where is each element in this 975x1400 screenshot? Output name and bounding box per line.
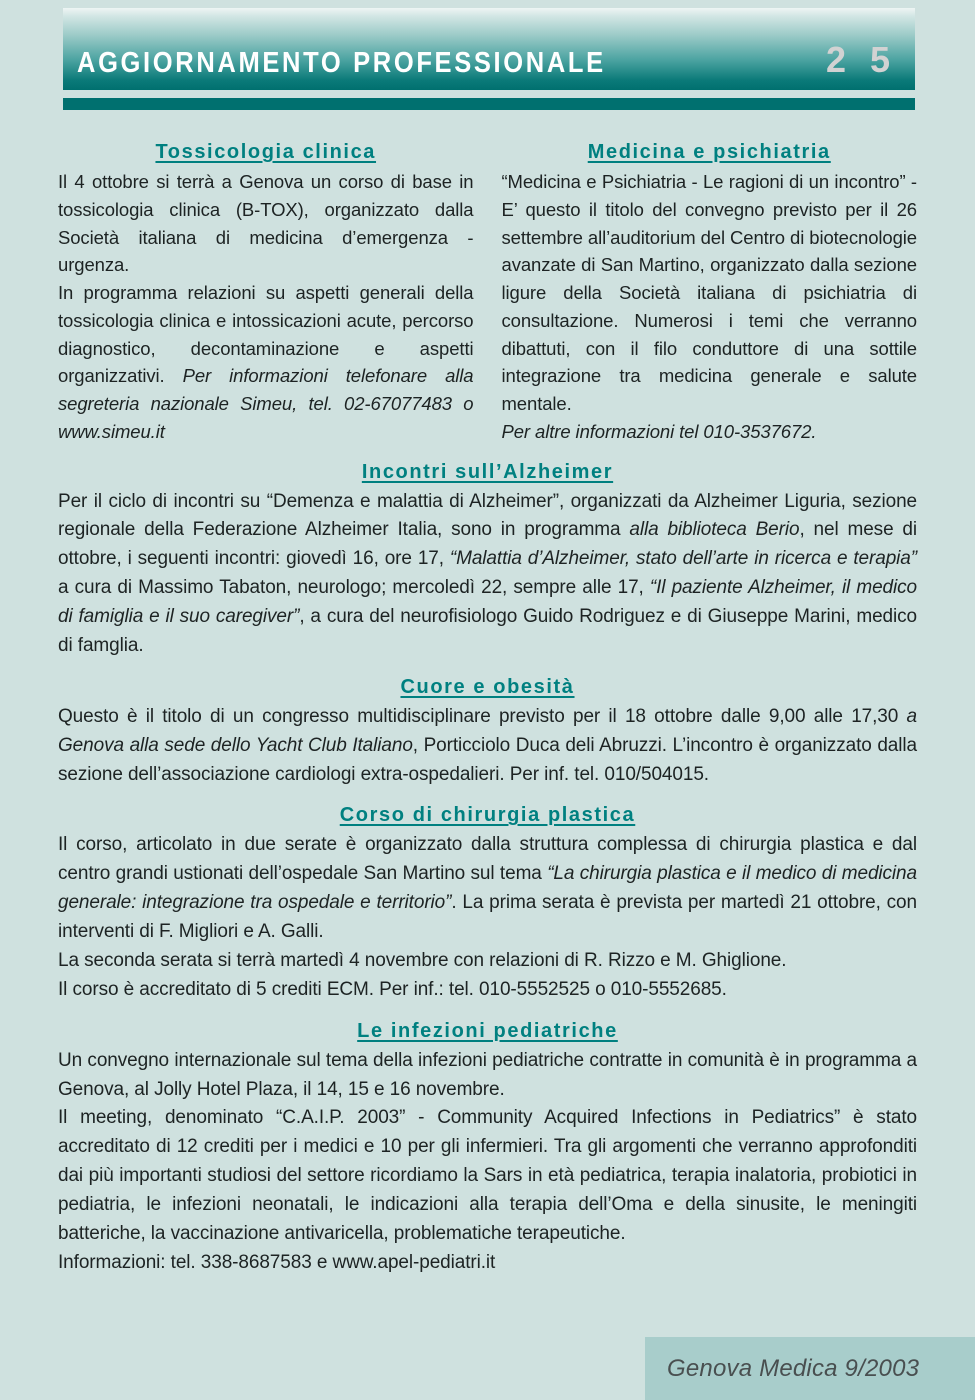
section-title-cuore: Cuore e obesità (400, 675, 575, 698)
text-run: Il corso, articolato in due serate è organizzato dalla struttura complessa di chirurgia plastica e dal centro grandi ustionati dell’ospedale San Martino sul tema (58, 834, 917, 885)
section-cuore-e-obesita (0, 675, 975, 790)
text-run-italic: “La chirurgia plastica e il medico di medicina generale: integrazione tra ospedale e territorio” (58, 863, 917, 914)
masthead-title: AGGIORNAMENTO PROFESSIONALE (77, 47, 606, 79)
paragraph-psichiatria-info (502, 418, 918, 446)
text-run: “Medicina e Psichiatria - Le ragioni di un incontro” - E’ questo il titolo del convegno previsto per il 26 settembre all’auditorium del Centro di biotecnologie avanzate di San Martino, organizzato dalla sezione ligure della Società italiana di psichiatria di consultazione. Numerosi i temi che verranno dibattuti, con il filo conduttore di una sottile integrazione tra medicina generale e salute mentale. (501, 171, 917, 414)
text-run: , a cura del neurofisiologo Guido Rodriguez e di Giuseppe Marini, medico di famglia. (58, 606, 917, 656)
text-run: , Porticciolo Duca deli Abruzzi. L’incontro è organizzato dalla sezione dell’associazione cardiologi extra-ospedalieri. Per inf. tel. 010/504015. (58, 734, 917, 785)
paragraph-cuore (58, 703, 917, 790)
paragraph-psichiatria (502, 168, 918, 418)
paragraph-pediatriche-informazioni: Informazioni: tel. 338-8687583 e www.apel-pediatri.it (58, 1251, 496, 1273)
section-title-pediatriche: Le infezioni pediatriche (357, 1019, 618, 1042)
text-run-italic: a Genova alla sede dello Yacht Club Italiano (58, 705, 917, 756)
section-infezioni-pediatriche (0, 1019, 975, 1278)
footer-box (645, 1337, 975, 1400)
paragraph-chirurgia (58, 831, 917, 947)
text-run: Il 4 ottobre si terrà a Genova un corso di base in tossicologia clinica (B-TOX), organizzato dalla Società italiana di medicina d’emergenza - urgenza. (58, 171, 474, 276)
section-medicina-e-psichiatria (502, 140, 918, 446)
two-column-block (0, 140, 975, 446)
text-run: Questo è il titolo di un congresso multidisciplinare previsto per il 18 ottobre dalle 9,00 alle 17,30 (58, 705, 907, 727)
text-run-italic: alla biblioteca Berio (629, 519, 800, 541)
paragraph-alzheimer (58, 488, 917, 661)
paragraph-tossicologia (58, 168, 474, 279)
text-run: Per il ciclo di incontri su “Demenza e malattia di Alzheimer”, organizzati da Alzheimer Liguria, sezione regionale della Federazione Alzheimer Italia, sono in programma (58, 490, 917, 541)
section-corso-chirurgia-plastica (0, 803, 975, 1004)
text-run: a cura di Massimo Tabaton, neurologo; mercoledì 22, sempre alle 17, (58, 577, 650, 599)
text-run-italic: Per altre informazioni tel 010-3537672. (501, 420, 817, 442)
footer-issue-label: Genova Medica 9/2003 (667, 1354, 920, 1382)
section-title-tossicologia: Tossicologia clinica (155, 141, 377, 163)
header-rule-bar (63, 98, 915, 110)
page-masthead (63, 8, 915, 90)
paragraph-pediatriche-meeting: Il meeting, denominato “C.A.I.P. 2003” - Community Acquired Infections in Pediatrics” è stato accreditato di 12 crediti per i medici e 10 per gli infermieri. Tra gli argomenti che verranno approfonditi dai più importanti studiosi del settore ricordiamo la Sars in età pediatrica, terapia inalatoria, probiotici in pediatria, le infezioni neonatali, le indicazioni alla terapia dell’Oma e della sinusite, le meningiti batteriche, la vaccinazione antivaricella, problematiche terapeutiche. (58, 1107, 917, 1244)
text-run: , nel mese di ottobre, i seguenti incontri: giovedì 16, ore 17, (58, 519, 918, 570)
page-number: 2 5 (825, 39, 897, 80)
paragraph-chirurgia-seconda-serata: La seconda serata si terrà martedì 4 novembre con relazioni di R. Rizzo e M. Ghiglione. (58, 949, 787, 971)
section-title-chirurgia: Corso di chirurgia plastica (339, 804, 636, 827)
paragraph-pediatriche-convegno: Un convegno internazionale sul tema della infezioni pediatriche contratte in comunità è in programma a Genova, al Jolly Hotel Plaza, il 14, 15 e 16 novembre. (58, 1049, 917, 1100)
section-title-psichiatria: Medicina e psichiatria (587, 141, 831, 163)
section-incontri-alzheimer (0, 460, 975, 661)
text-run-italic: Per informazioni telefonare alla segreteria nazionale Simeu, tel. 02-67077483 o www.simeu.it (58, 365, 474, 442)
text-run-italic: “Il paziente Alzheimer, il medico di famiglia e il suo caregiver” (58, 577, 917, 627)
text-run-italic: “Malattia d’Alzheimer, stato dell’arte in ricerca e terapia” (449, 548, 917, 570)
text-run: In programma relazioni su aspetti generali della tossicologia clinica e intossicazioni acute, percorso diagnostico, decontaminazione e aspetti organizzativi. (58, 282, 474, 387)
paragraph-tossicologia-programma (58, 279, 474, 446)
section-title-alzheimer: Incontri sull’Alzheimer (361, 460, 614, 483)
section-tossicologia-clinica (58, 140, 474, 446)
text-run: . La prima serata è prevista per martedì 21 ottobre, con interventi di F. Migliori e A. Galli. (58, 892, 917, 942)
article-content (0, 140, 975, 1278)
paragraph-chirurgia-crediti: Il corso è accreditato di 5 crediti ECM. Per inf.: tel. 010-5552525 o 010-5552685. (58, 978, 727, 1000)
